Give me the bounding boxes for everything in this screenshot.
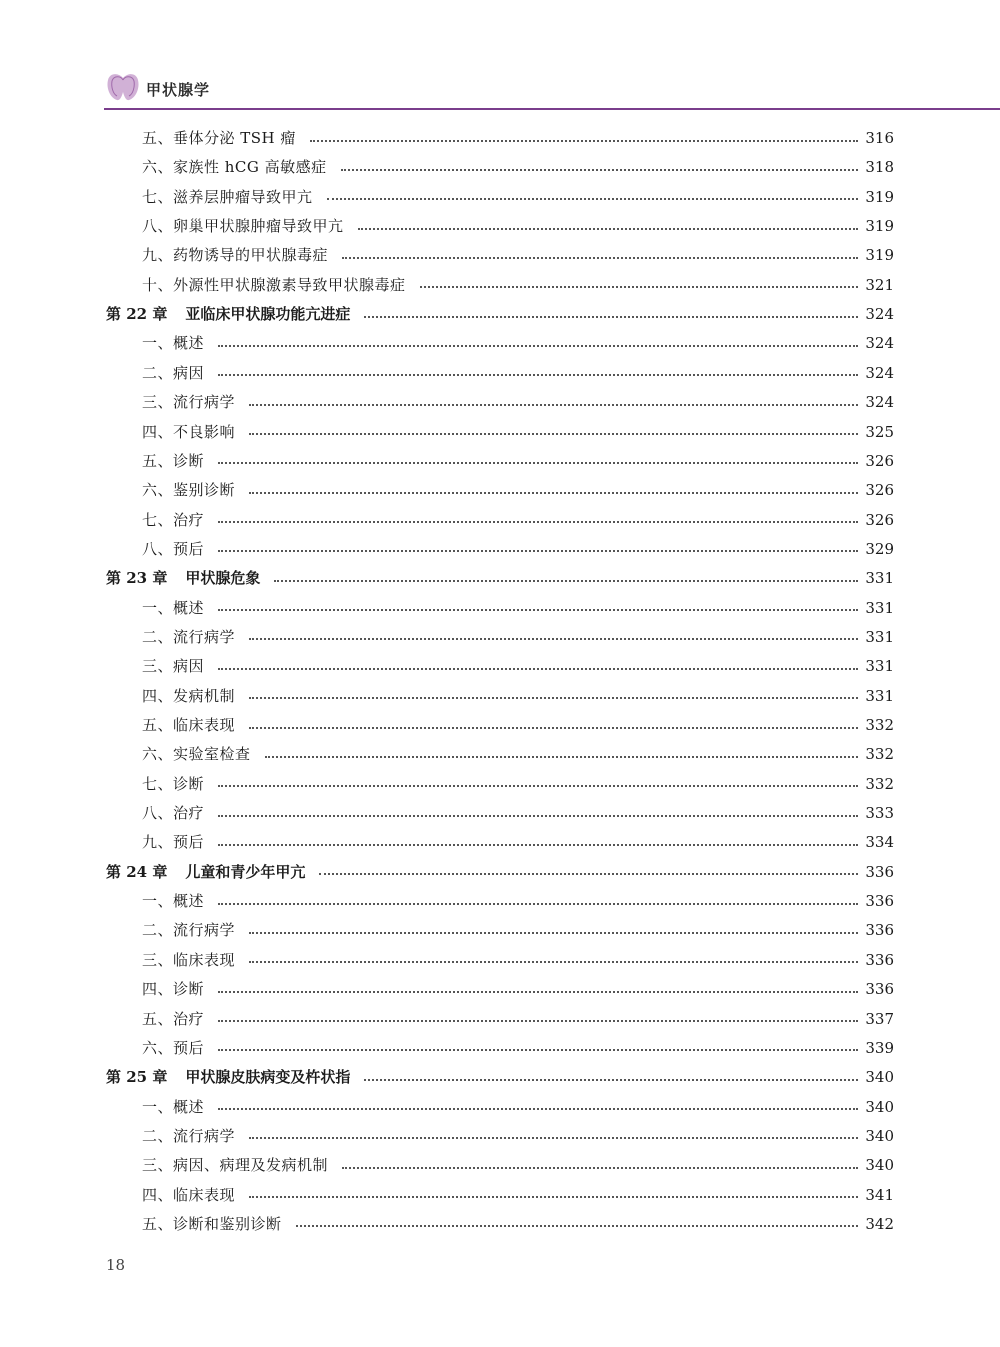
toc-section-row <box>142 1093 894 1122</box>
section-title: 四、发病机制 <box>142 686 236 705</box>
section-title: 三、流行病学 <box>142 393 236 412</box>
toc-section-row <box>142 594 894 623</box>
dot-leader <box>218 785 858 787</box>
section-title: 二、流行病学 <box>142 921 236 940</box>
section-title: 七、诊断 <box>142 774 205 793</box>
toc-section-row <box>142 975 894 1004</box>
dot-leader <box>296 1225 858 1227</box>
toc-section-row <box>142 124 894 153</box>
toc-section-row <box>142 1210 894 1239</box>
toc-chapter-row <box>106 858 894 887</box>
toc-page-number: 316 <box>865 129 894 147</box>
toc-section-row <box>142 271 894 300</box>
dot-leader <box>218 844 858 846</box>
section-title: 一、概述 <box>142 334 205 353</box>
dot-leader <box>249 727 858 729</box>
toc-page-number: 326 <box>865 510 894 529</box>
dot-leader <box>274 580 858 582</box>
section-title: 五、诊断和鉴别诊断 <box>142 1214 282 1233</box>
dot-leader <box>342 257 858 259</box>
dot-leader <box>364 1079 858 1081</box>
section-title: 六、预后 <box>142 1038 205 1057</box>
toc-page-number: 340 <box>865 1156 894 1175</box>
section-title: 五、临床表现 <box>142 716 236 734</box>
section-title: 七、治疗 <box>142 510 205 529</box>
toc-page-number: 336 <box>865 862 894 881</box>
chapter-number: 第 22 章 <box>106 305 168 324</box>
toc-section-row <box>142 506 894 535</box>
toc-section-row <box>142 153 894 182</box>
dot-leader <box>265 756 858 758</box>
chapter-number: 第 23 章 <box>106 569 168 588</box>
toc-section-row <box>142 1181 894 1210</box>
toc-page-number: 336 <box>865 980 894 999</box>
section-title: 二、流行病学 <box>142 1126 236 1145</box>
toc-section-row <box>142 887 894 916</box>
toc-page-number: 336 <box>865 921 894 940</box>
section-title: 六、家族性 hCG 高敏感症 <box>142 158 327 177</box>
dot-leader <box>319 873 858 875</box>
toc-page-number: 329 <box>865 539 894 558</box>
dot-leader <box>218 815 858 817</box>
toc-section-row <box>142 623 894 652</box>
toc-section-row <box>142 652 894 681</box>
section-title: 二、病因 <box>142 363 205 382</box>
toc-section-row <box>142 535 894 564</box>
toc-page-number: 337 <box>865 1009 894 1028</box>
dot-leader <box>249 1196 858 1198</box>
section-title: 三、病因 <box>142 657 205 676</box>
toc-page-number: 342 <box>865 1214 894 1233</box>
toc-page-number: 340 <box>865 1097 894 1116</box>
toc-section-row <box>142 388 894 417</box>
toc-page-number: 336 <box>865 950 894 969</box>
dot-leader <box>341 169 858 171</box>
dot-leader <box>249 1137 858 1139</box>
header-title: 甲状腺学 <box>146 81 211 99</box>
section-title: 二、流行病学 <box>142 627 236 646</box>
section-title: 一、概述 <box>142 892 205 911</box>
chapter-title: 甲状腺危象 <box>185 569 261 588</box>
toc-page-number: 326 <box>865 481 894 500</box>
toc-page-number: 334 <box>865 833 894 852</box>
dot-leader <box>310 140 858 142</box>
toc-section-row <box>142 770 894 799</box>
toc-page-number: 319 <box>865 246 894 265</box>
toc-section-row <box>142 447 894 476</box>
section-title: 五、诊断 <box>142 451 205 470</box>
toc-chapter-row <box>106 564 894 593</box>
dot-leader <box>218 374 858 376</box>
toc-page-number: 331 <box>865 569 894 588</box>
section-title: 八、预后 <box>142 539 205 558</box>
toc-section-row <box>142 916 894 945</box>
dot-leader <box>218 521 858 523</box>
dot-leader <box>249 638 858 640</box>
toc-section-row <box>142 418 894 447</box>
dot-leader <box>218 345 858 347</box>
dot-leader <box>364 316 858 318</box>
section-title: 十、外源性甲状腺激素导致甲状腺毒症 <box>142 275 406 294</box>
chapter-number: 第 25 章 <box>106 1068 168 1087</box>
dot-leader <box>218 1108 858 1110</box>
section-title: 六、鉴别诊断 <box>142 481 236 500</box>
chapter-title: 儿童和青少年甲亢 <box>185 862 306 881</box>
toc-page-number: 331 <box>865 686 894 705</box>
dot-leader <box>249 697 858 699</box>
toc-page-number: 319 <box>865 187 894 206</box>
toc-page-number: 331 <box>865 657 894 676</box>
dot-leader <box>249 961 858 963</box>
toc-page-number: 318 <box>865 158 894 177</box>
toc-page-number: 324 <box>865 363 894 382</box>
toc-page-number: 326 <box>865 451 894 470</box>
toc-section-row <box>142 946 894 975</box>
page-number: 18 <box>106 1256 126 1274</box>
dot-leader <box>218 668 858 670</box>
section-title: 六、实验室检查 <box>142 745 251 764</box>
dot-leader <box>218 1020 858 1022</box>
toc-page-number: 324 <box>865 305 894 324</box>
toc-section-row <box>142 1151 894 1180</box>
section-title: 五、治疗 <box>142 1009 205 1028</box>
toc-section-row <box>142 241 894 270</box>
toc-page-number: 336 <box>865 892 894 911</box>
toc-chapter-row <box>106 300 894 329</box>
running-header <box>0 70 1000 110</box>
toc-page-number: 325 <box>865 422 894 441</box>
section-title: 九、预后 <box>142 833 205 852</box>
section-title: 三、临床表现 <box>142 950 236 969</box>
toc-section-row <box>142 359 894 388</box>
dot-leader <box>218 462 858 464</box>
dot-leader <box>218 609 858 611</box>
toc-section-row <box>142 183 894 212</box>
toc-section-row <box>142 212 894 241</box>
dot-leader <box>249 433 858 435</box>
dot-leader <box>218 991 858 993</box>
toc-page-number: 340 <box>865 1068 894 1087</box>
section-title: 四、临床表现 <box>142 1185 236 1204</box>
dot-leader <box>249 492 858 494</box>
toc-section-row <box>142 828 894 857</box>
toc-section-row <box>142 1005 894 1034</box>
section-title: 五、垂体分泌 TSH 瘤 <box>142 129 296 147</box>
toc-page-number: 319 <box>865 217 894 236</box>
toc-chapter-row <box>106 1063 894 1092</box>
dot-leader <box>218 1049 858 1051</box>
toc-page-number: 333 <box>865 804 894 823</box>
section-title: 八、卵巢甲状腺肿瘤导致甲亢 <box>142 217 344 236</box>
dot-leader <box>249 932 858 934</box>
dot-leader <box>218 903 858 905</box>
section-title: 三、病因、病理及发病机制 <box>142 1156 329 1175</box>
toc-page-number: 324 <box>865 393 894 412</box>
section-title: 四、诊断 <box>142 980 205 999</box>
toc-page-number: 332 <box>865 716 894 734</box>
thyroid-gland-icon <box>104 70 142 104</box>
toc-page-number: 332 <box>865 774 894 793</box>
toc-section-row <box>142 476 894 505</box>
chapter-title: 亚临床甲状腺功能亢进症 <box>185 305 351 324</box>
chapter-title: 甲状腺皮肤病变及杵状指 <box>185 1068 351 1087</box>
toc-section-row <box>142 329 894 358</box>
toc-section-row <box>142 682 894 711</box>
dot-leader <box>420 286 858 288</box>
section-title: 一、概述 <box>142 598 205 617</box>
dot-leader <box>249 404 858 406</box>
toc-page-number: 331 <box>865 627 894 646</box>
section-title: 七、滋养层肿瘤导致甲亢 <box>142 187 313 206</box>
toc-section-row <box>142 799 894 828</box>
toc-section-row <box>142 711 894 740</box>
toc-section-row <box>142 740 894 769</box>
toc-page-number: 341 <box>865 1185 894 1204</box>
header-rule <box>104 108 1000 110</box>
toc-page-number: 331 <box>865 598 894 617</box>
toc-section-row <box>142 1034 894 1063</box>
section-title: 九、药物诱导的甲状腺毒症 <box>142 246 329 265</box>
dot-leader <box>358 228 858 230</box>
dot-leader <box>218 550 858 552</box>
toc-page-number: 339 <box>865 1038 894 1057</box>
toc-page-number: 321 <box>865 275 894 294</box>
dot-leader <box>327 198 858 200</box>
chapter-number: 第 24 章 <box>106 862 168 881</box>
section-title: 八、治疗 <box>142 804 205 823</box>
toc-page-number: 324 <box>865 334 894 353</box>
section-title: 四、不良影响 <box>142 422 236 441</box>
toc-page-number: 332 <box>865 745 894 764</box>
toc-page-number: 340 <box>865 1126 894 1145</box>
section-title: 一、概述 <box>142 1097 205 1116</box>
dot-leader <box>342 1167 858 1169</box>
toc-section-row <box>142 1122 894 1151</box>
